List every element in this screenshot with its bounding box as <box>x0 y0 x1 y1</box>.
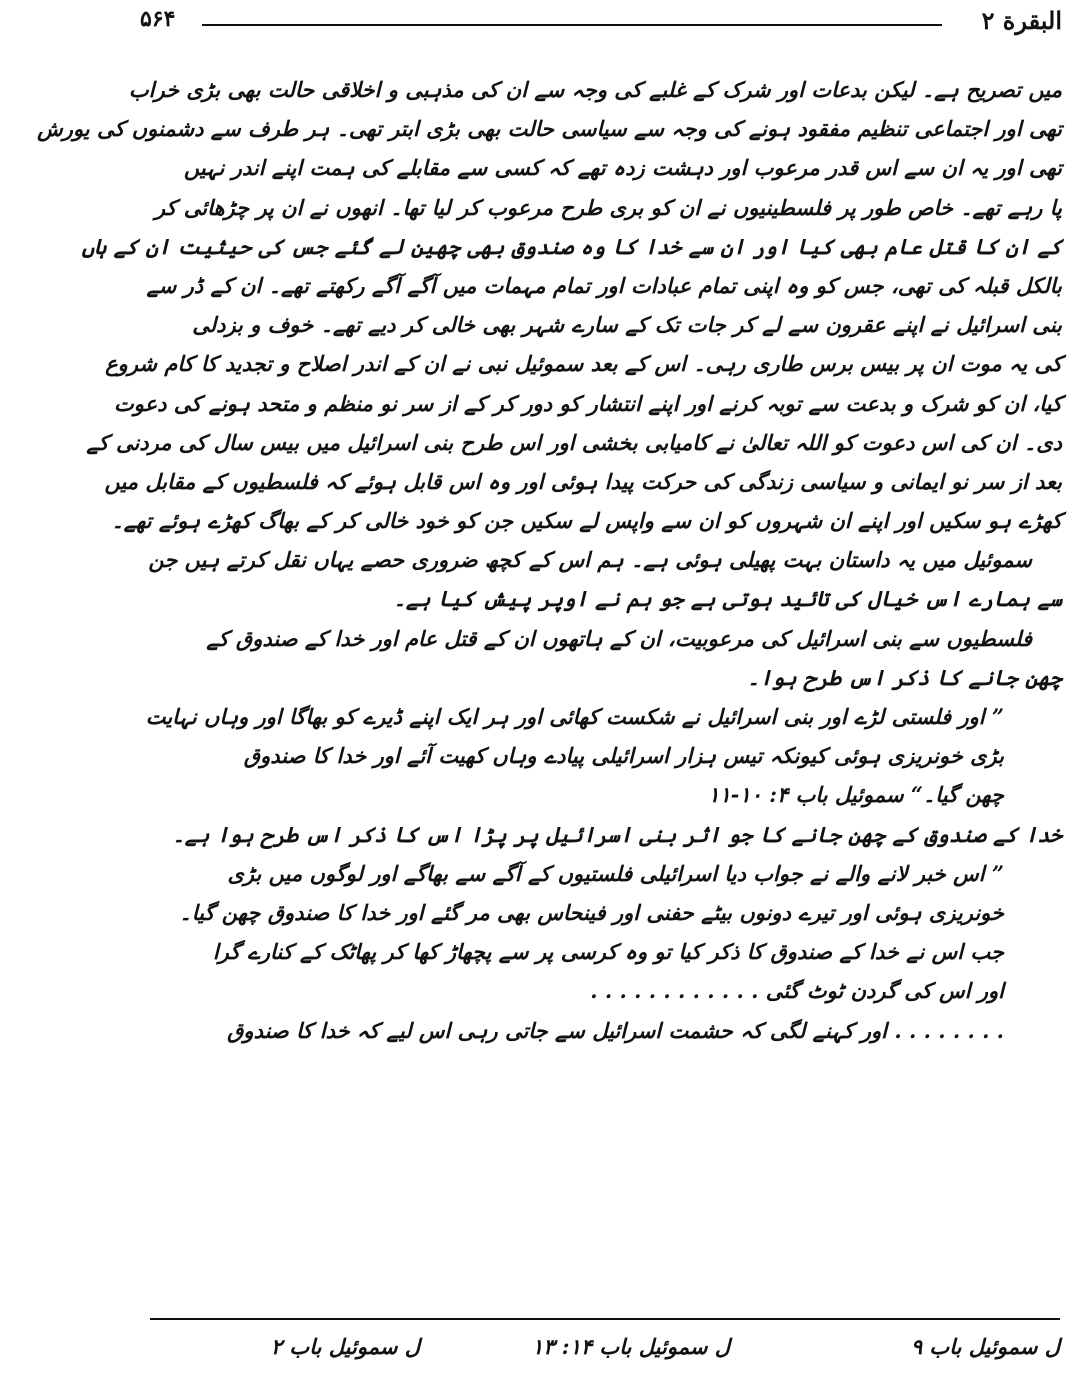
text-line: ” اس خبر لانے والے نے جواب دیا اسرائیلی فلستیوں کے آگے سے بھاگے اور لوگوں میں بڑی <box>227 860 1004 886</box>
text-line: ” اور فلستی لڑے اور بنی اسرائیل نے شکست کھائی اور ہر ایک اپنے ڈیرے کو بھاگا اور وہاں نہایت <box>145 704 1004 729</box>
text-line: تھی اور اجتماعی تنظیم مفقود ہونے کی وجہ سے سیاسی حالت بھی بڑی ابتر تھی۔ ہر طرف سے دشمنوں کی یورش <box>37 116 1062 142</box>
text-line: بالکل قبلہ کی تھی، جس کو وہ اپنی تمام عبادات اور تمام مہمات میں آگے آگے رکھتے تھے۔ ان کے ڈر سے <box>146 272 1062 298</box>
text-line: دی۔ ان کی اس دعوت کو اللہ تعالیٰ نے کامیابی بخشی اور اس طرح بنی اسرائیل میں بیس سال کی مردنی کے <box>86 429 1062 455</box>
text-line: خدا کے صندوق کے چھن جانے کا جو اثر بنی اسرائیل پر پڑا اس کا ذکر اس طرح ہوا ہے۔ <box>172 821 1062 847</box>
text-line: اور اس کی گردن ٹوٹ گئی . . . . . . . . . . . . <box>590 978 1004 1004</box>
text-line: بعد از سر نو ایمانی و سیاسی زندگی کی حرکت پیدا ہوئی اور وہ اس قابل ہوئے کہ فلسطیوں کے مقابل میں <box>104 468 1062 494</box>
text-line: فلسطیوں سے بنی اسرائیل کی مرعوبیت، ان کے ہاتھوں ان کے قتل عام اور خدا کے صندوق کے <box>206 625 1032 651</box>
page-body <box>37 70 1062 1050</box>
footnote-3: ل سموئیل باب ۲ <box>270 1334 420 1359</box>
text-line: چھن جانے کا ذکر اس طرح ہوا۔ <box>747 664 1062 690</box>
text-line: پا رہے تھے۔ خاص طور پر فلسطینیوں نے ان کو بری طرح مرعوب کر لیا تھا۔ انھوں نے ان پر چڑھائی کر <box>154 194 1062 220</box>
text-line: بڑی خونریزی ہوئی کیونکہ تیس ہزار اسرائیلی پیادے وہاں کھیت آئے اور خدا کا صندوق <box>243 743 1004 769</box>
text-line: بنی اسرائیل نے اپنے عقرون سے لے کر جات تک کے سارے شہر بھی خالی کر دیے تھے۔ خوف و بزدلی <box>192 312 1062 338</box>
text-line: جب اس نے خدا کے صندوق کا ذکر کیا تو وہ کرسی پر سے پچھاڑ کھا کر پھاٹک کے کنارے گرا <box>212 939 1004 965</box>
text-line: سموئیل میں یہ داستان بہت پھیلی ہوئی ہے۔ ہم اس کے کچھ ضروری حصے یہاں نقل کرتے ہیں جن <box>148 547 1032 573</box>
text-line: تھی اور یہ ان سے اس قدر مرعوب اور دہشت زدہ تھے کہ کسی سے مقابلے کی ہمت اپنے اندر نہیں <box>183 155 1062 181</box>
text-line: کی یہ موت ان پر بیس برس طاری رہی۔ اس کے بعد سموئیل نبی نے ان کے اندر اصلاح و تجدید کا کام شروع <box>105 351 1062 377</box>
text-line: چھن گیا۔“ سموئیل باب ۴: ۱۰-۱۱ <box>708 782 1004 808</box>
text-line: . . . . . . . . اور کہنے لگی کہ حشمت اسرائیل سے جاتی رہی اس لیے کہ خدا کا صندوق <box>227 1017 1004 1043</box>
footnotes <box>150 1334 1060 1374</box>
footnote-separator <box>150 1318 1060 1320</box>
footnote-1: ل سموئیل باب ۹ <box>910 1334 1060 1359</box>
footnote-2: ل سموئیل باب ۱۴: ۱۳ <box>531 1334 730 1359</box>
surah-title: البقرة ۲ <box>981 6 1062 35</box>
text-line: خونریزی ہوئی اور تیرے دونوں بیٹے حفنی اور فینحاس بھی مر گئے اور خدا کا صندوق چھن گیا۔ <box>179 899 1004 925</box>
text-line: کھڑے ہو سکیں اور اپنے ان شہروں کو ان سے واپس لے سکیں جن کو خود خالی کر کے بھاگ کھڑے ہوئے تھے۔ <box>111 508 1062 534</box>
header-rule <box>202 24 942 26</box>
text-line: میں تصریح ہے۔ لیکن بدعات اور شرک کے غلبے کی وجہ سے ان کی مذہبی و اخلاقی حالت بھی بڑی خراب <box>128 77 1062 102</box>
text-line: کیا، ان کو شرک و بدعت سے توبہ کرنے اور اپنے انتشار کو دور کر کے از سر نو منظم و متحد ہونے کی دعوت <box>113 390 1062 416</box>
text-line: سے ہمارے اس خیال کی تائید ہوتی ہے جو ہم نے اوپر پیش کیا ہے۔ <box>393 586 1062 612</box>
page-header <box>140 6 1062 40</box>
page-number: ۵۶۴ <box>140 6 176 32</box>
text-line: کے ان کا قتل عام بھی کیا اور ان سے خدا کا وہ صندوق بھی چھین لے گئے جس کی حیثیت ان کے ہاں <box>81 233 1062 259</box>
